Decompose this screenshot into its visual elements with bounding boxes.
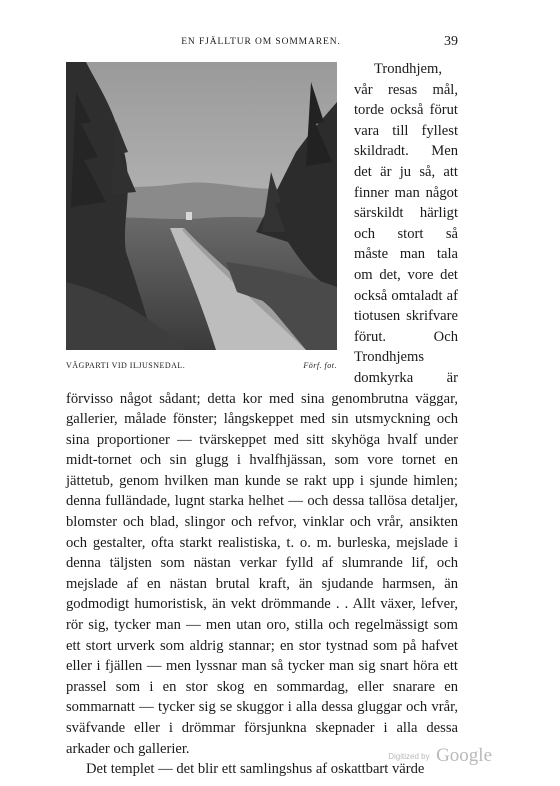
paragraph-1: Trondhjem, vår resas mål, torde också förut vara till fyllest skildradt. Men det är ju så, att finner man något särskildt härligt och stort så måste man tala om det, vore det också omtaladt af tiotusen skrifvare förut. Och Trondhjems domkyrka är förvisso något sådant; detta kor med sina genombrutna väggar, gallerier, målade fönster; långskeppet med sin utsmyckning och sina proportioner — tvärskeppet med sitt skyhöga hvalf under midt-tornet och sin glugg i hvalfhjässan, som vore tornet en jättetub, genom hvilken man kunde se rakt upp i sjunde himlen; denna fulländade, lugnt starka helhet — och dessa tallösa detaljer, blomster och blad, slingor och refvor, vinklar och vrår, ansikten och gestalter, ofta starkt realistiska, t. o. m. burleska, mejslade i denna täljsten som nästan verkar fylld af slumrande lif, och mejslade af en nästan brutal kraft, än sjudande harmsen, än godmodigt humoristisk, än vekt drömmande . . Allt växer, lefver, rör sig, tycker man — men utan oro, stilla och regelmässigt som ett stort urverk som aldrig stannar; en stor tystnad som på hafvet eller i fjällen — men lyssnar man så tycker man sig snart höra ett prassel som i en stor skog en sommardag, eller snarare en sommarnatt — tycker sig se skuggor i alla dessa gluggar och vrår, sväfvande eller i drömmar försjunkna skepnader i alla dessa arkader och gallerier. xyxy=(66,61,458,757)
paragraph-2: Det templet — det blir ett samlingshus af oskattbart värde xyxy=(86,761,425,778)
caption-text: VÄGPARTI VID ILJUSNEDAL. xyxy=(66,361,186,370)
road-photo-image xyxy=(66,62,337,350)
page-number: 39 xyxy=(444,34,458,49)
photo-credit: Förf. fot. xyxy=(303,361,337,370)
road-photo xyxy=(66,62,337,350)
running-title: EN FJÄLLTUR OM SOMMAREN. xyxy=(181,37,341,47)
figure xyxy=(66,59,342,379)
watermark-small: Digitized by xyxy=(388,751,430,761)
digitized-watermark xyxy=(388,745,492,767)
figure-caption xyxy=(66,356,337,370)
body-text xyxy=(66,59,458,780)
google-logo-text: Google xyxy=(436,745,492,766)
running-head xyxy=(64,34,458,52)
